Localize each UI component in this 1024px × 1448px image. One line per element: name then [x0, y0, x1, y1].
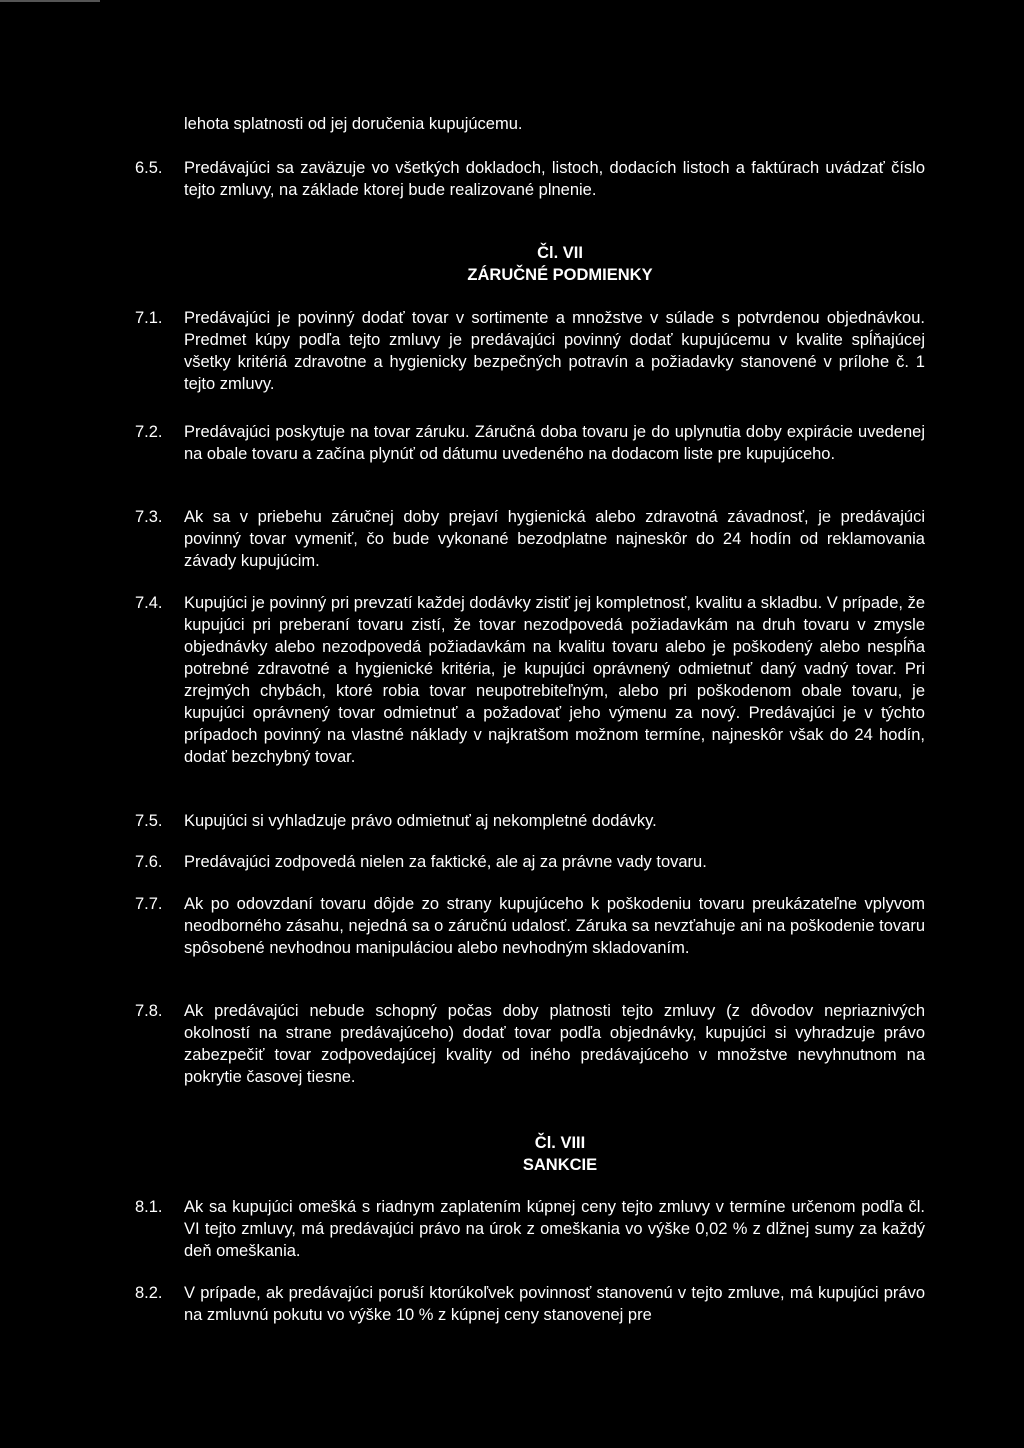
paragraph-number: 8.1. — [135, 1198, 163, 1216]
paragraph-number: 7.1. — [135, 309, 163, 327]
paragraph-text: Ak sa kupujúci omešká s riadnym zaplatením kúpnej ceny tejto zmluvy v termíne určenom podľa čl. VI tejto zmluvy, má predávajúci právo na úrok z omeškania vo výške 0,02 % z dlžnej sumy za každý deň omeškania. — [184, 1198, 925, 1260]
paragraph-6-5 — [135, 157, 925, 201]
paragraph-text: Ak sa v priebehu záručnej doby prejaví hygienická alebo zdravotná závadnosť, je predávajúci povinný tovar vymeniť, čo bude vykonané bezodplatne najneskôr do 24 hodín od reklamovania závady kupujúcim. — [184, 508, 925, 570]
paragraph-7-8 — [135, 1000, 925, 1088]
paragraph-text: V prípade, ak predávajúci poruší ktorúkoľvek povinnosť stanovenú v tejto zmluve, má kupujúci právo na zmluvnú pokutu vo výške 10 % z kúpnej ceny stanovenej pre — [184, 1284, 925, 1324]
paragraph-number: 7.8. — [135, 1002, 163, 1020]
paragraph-text: Kupujúci je povinný pri prevzatí každej dodávky zistiť jej kompletnosť, kvalitu a skladbu. V prípade, že kupujúci pri preberaní tovaru zistí, že tovar nezodpovedá požiadavkám na druh tovaru v zmysle objednávky alebo nezodpovedá požiadavkám na kvalitu tovaru alebo je poškodený alebo nespĺňa potrebné zdravotné a hygienické kritéria, je kupujúci oprávnený odmietnuť daný vadný tovar. Pri zrejmých chybách, ktoré robia tovar neupotrebiteľným, alebo pri poškodenom obale tovaru, je kupujúci oprávnený tovar odmietnuť a požadovať jeho výmenu za nový. Predávajúci je v týchto prípadoch povinný na vlastné náklady v najkratšom možnom termíne, najneskôr však do 24 hodín, dodať bezchybný tovar. — [184, 594, 925, 766]
paragraph-number: 7.7. — [135, 895, 163, 913]
paragraph-text: Predávajúci sa zaväzuje vo všetkých dokladoch, listoch, dodacích listoch a faktúrach uvádzať číslo tejto zmluvy, na základe ktorej bude realizované plnenie. — [184, 159, 925, 199]
section-vii-subtitle: ZÁRUČNÉ PODMIENKY — [467, 266, 653, 284]
paragraph-text: Predávajúci zodpovedá nielen za faktické, ale aj za právne vady tovaru. — [184, 853, 707, 871]
paragraph-number: 8.2. — [135, 1284, 163, 1302]
paragraph-text: Ak po odovzdaní tovaru dôjde zo strany kupujúceho k poškodeniu tovaru preukázateľne vplyvom neodborného zásahu, nejedná sa o záručnú udalosť. Záruka sa nevzťahuje ani na poškodenie tovaru spôsobené nevhodnou manipuláciou alebo nevhodným skladovaním. — [184, 895, 925, 957]
paragraph-number: 7.6. — [135, 853, 163, 871]
paragraph-7-1 — [135, 307, 925, 395]
paragraph-number: 6.5. — [135, 159, 163, 177]
paragraph-text: Kupujúci si vyhladzuje právo odmietnuť aj nekompletné dodávky. — [184, 812, 657, 830]
paragraph-7-2 — [135, 421, 925, 465]
paragraph-7-4 — [135, 592, 925, 768]
paragraph-number: 7.2. — [135, 423, 163, 441]
paragraph-text: Predávajúci poskytuje na tovar záruku. Záručná doba tovaru je do uplynutia doby expirácie uvedenej na obale tovaru a začína plynúť od dátumu uvedeného na dodacom liste pre kupujúceho. — [184, 423, 925, 463]
paragraph-8-1 — [135, 1196, 925, 1262]
section-vii-title: Čl. VII — [537, 244, 583, 262]
paragraph-7-6 — [135, 851, 925, 873]
section-viii-subtitle: SANKCIE — [522, 1156, 598, 1174]
paragraph-7-3 — [135, 506, 925, 572]
paragraph-number: 7.5. — [135, 812, 163, 830]
section-viii-title: Čl. VIII — [534, 1134, 586, 1152]
paragraph-7-5 — [135, 810, 925, 832]
paragraph-8-2 — [135, 1282, 925, 1326]
paragraph-text: Ak predávajúci nebude schopný počas doby platnosti tejto zmluvy (z dôvodov nepriaznivých okolností na strane predávajúceho) dodať tovar podľa objednávky, kupujúci si vyhradzuje právo zabezpečiť tovar zodpovedajúcej kvality od iného predávajúceho v množstve nevyhnutnom na pokrytie časovej tiesne. — [184, 1002, 925, 1086]
paragraph-number: 7.3. — [135, 508, 163, 526]
paragraph-7-7 — [135, 893, 925, 959]
intro-line: lehota splatnosti od jej doručenia kupujúcemu. — [184, 115, 523, 133]
paragraph-number: 7.4. — [135, 594, 163, 612]
paragraph-text: Predávajúci je povinný dodať tovar v sortimente a množstve v súlade s potvrdenou objednávkou. Predmet kúpy podľa tejto zmluvy je predávajúci povinný dodať kupujúcemu v kvalite spĺňajúcej všetky kritériá zdravotne a hygienicky bezpečných potravín a požiadavky stanovené v prílohe č. 1 tejto zmluvy. — [184, 309, 925, 393]
